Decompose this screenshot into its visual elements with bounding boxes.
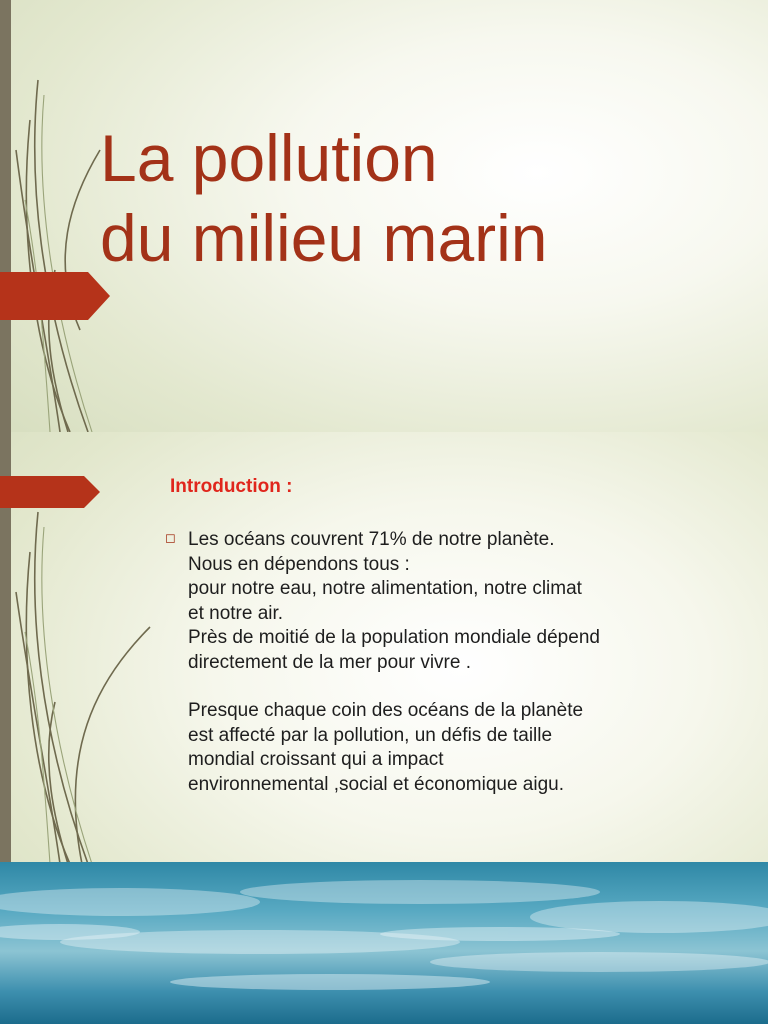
bullet-line: Les océans couvrent 71% de notre planète. bbox=[188, 529, 555, 550]
bullet-line: est affecté par la pollution, un défis de taille bbox=[188, 724, 553, 746]
bullet-line: mondial croissant qui a impact bbox=[188, 749, 444, 770]
bullet-line: Presque chaque coin des océans de la planète bbox=[188, 700, 584, 721]
bullet-line: directement de la mer pour vivre . bbox=[188, 651, 472, 673]
bullet-line: Près de moitié de la population mondiale dépend bbox=[188, 627, 600, 648]
content-arrow-tag bbox=[0, 476, 100, 508]
bullet-line: Nous en dépendons tous : bbox=[188, 553, 410, 575]
bullet-line: environnemental ,social et économique aigu. bbox=[188, 773, 565, 795]
title-line-2: du milieu marin bbox=[100, 201, 548, 275]
title-arrow-tag bbox=[0, 272, 110, 320]
ocean-image bbox=[0, 862, 768, 1024]
bullet-line: et notre air. bbox=[188, 602, 284, 624]
title-line-1: La pollution bbox=[100, 121, 438, 195]
bullet-square-icon: ◻ bbox=[165, 530, 176, 545]
intro-heading: Introduction : bbox=[170, 476, 293, 497]
title-slide bbox=[0, 0, 768, 432]
content-slide bbox=[0, 432, 768, 1024]
bullet-line: pour notre eau, notre alimentation, notre climat bbox=[188, 578, 582, 599]
slide-title bbox=[100, 118, 548, 278]
bullet-text bbox=[188, 528, 645, 797]
paragraph-gap bbox=[188, 675, 645, 699]
bullet-item bbox=[165, 528, 645, 797]
